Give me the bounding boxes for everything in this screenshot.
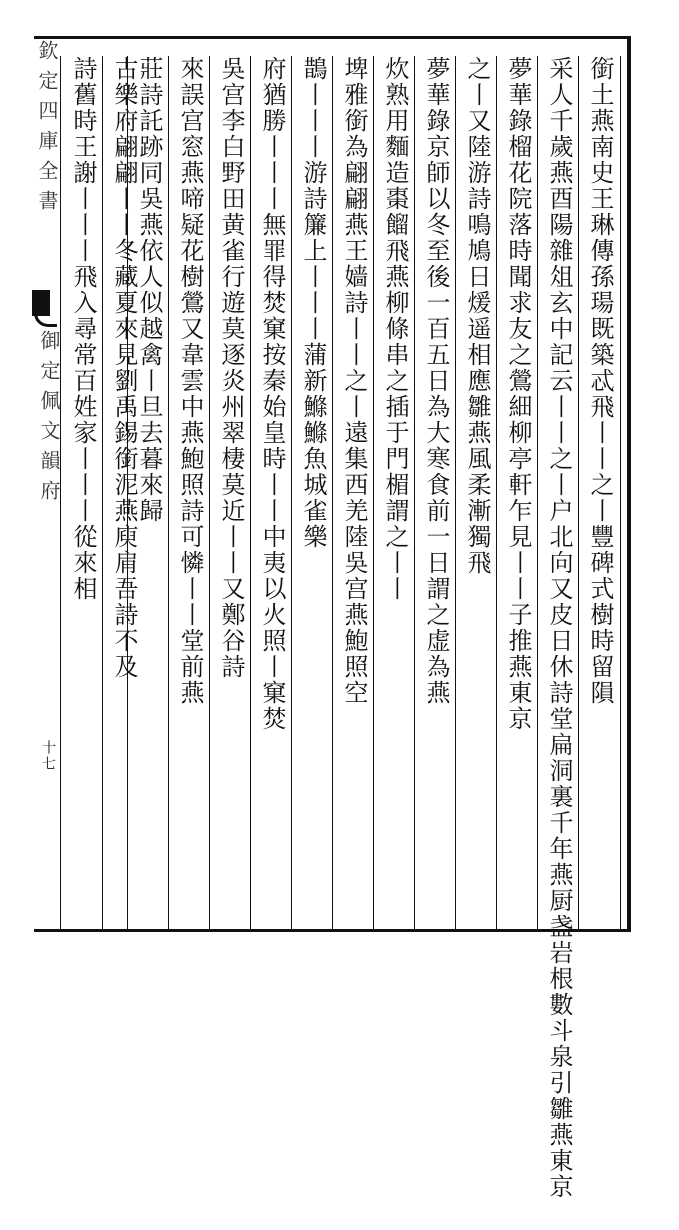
text-column-10 xyxy=(210,56,252,928)
column-text: 夢華錄京師以冬至後一百五日為大寒食前一日謂之虚為燕 xyxy=(422,56,450,706)
text-column-4 xyxy=(456,56,498,928)
column-text: 炊熟用麵造棗餾飛燕柳條串之插于門楣謂之丨丨 xyxy=(381,56,409,602)
text-column-9 xyxy=(251,56,293,928)
right-border-outer xyxy=(627,36,631,932)
column-text: 古樂府翩翩丨丨冬藏夏來見劉禹錫銜泥燕庾肩吾詩不及 xyxy=(110,56,138,680)
column-text: 夢華錄榴花院落時聞求友之鶯細柳亭軒乍見丨丨子推燕東京 xyxy=(504,56,532,732)
header-fragment: 欽定四庫全書 xyxy=(35,40,59,220)
column-text: 埤雅銜為翩翩燕王嫱詩丨丨之丨遠集西羌陸吳宫燕鮑照空 xyxy=(340,56,368,706)
column-text: 莊詩託跡同吳燕依人似越禽丨旦去暮來歸 xyxy=(135,56,163,524)
running-title: 御定佩文韻府 xyxy=(37,330,61,510)
text-column-11 xyxy=(169,56,211,928)
column-text: 詩舊時王謝丨丨丨飛入尋常百姓家丨丨丨從來相 xyxy=(69,56,97,602)
text-column-13 xyxy=(103,56,145,928)
page-number: 十七 xyxy=(40,740,56,772)
text-column-1 xyxy=(579,56,621,928)
column-text: 吳宫李白野田黄雀行遊莫逐炎州翠棲莫近丨丨又鄭谷詩 xyxy=(217,56,245,680)
column-text: 來誤宫窓燕啼疑花樹鶯又韋雲中燕鮑照詩可憐丨丨堂前燕 xyxy=(176,56,204,706)
text-column-2 xyxy=(538,56,580,1200)
text-column-8 xyxy=(292,56,334,928)
column-text: 之丨又陸游詩鳴鳩日煖遥相應雛燕風柔漸獨飛 xyxy=(463,56,491,576)
text-column-14 xyxy=(62,56,104,928)
text-column-7 xyxy=(333,56,375,928)
text-column-6 xyxy=(374,56,416,928)
text-column-3 xyxy=(497,56,539,928)
column-text: 鵲丨丨丨游詩簾上丨丨丨蒲新鰷鰷魚城雀樂 xyxy=(299,56,327,550)
top-border xyxy=(34,36,629,39)
column-text: 采人千歲燕酉陽雜俎玄中記云丨丨之丨户北向又皮日休詩堂扁洞裏千年燕厨盏岩根數斗泉引雛燕東京 xyxy=(545,56,573,1200)
column-text: 府猶勝丨丨丨無罪得焚窠按秦始皇時丨丨中夷以火照丨窠焚 xyxy=(258,56,286,732)
text-column-5 xyxy=(415,56,457,928)
column-text: 銜土燕南史王琳傳孫瑒既築忒飛丨丨之丨豐碑式樹時留隕 xyxy=(586,56,614,706)
running-title-column xyxy=(34,330,64,1230)
